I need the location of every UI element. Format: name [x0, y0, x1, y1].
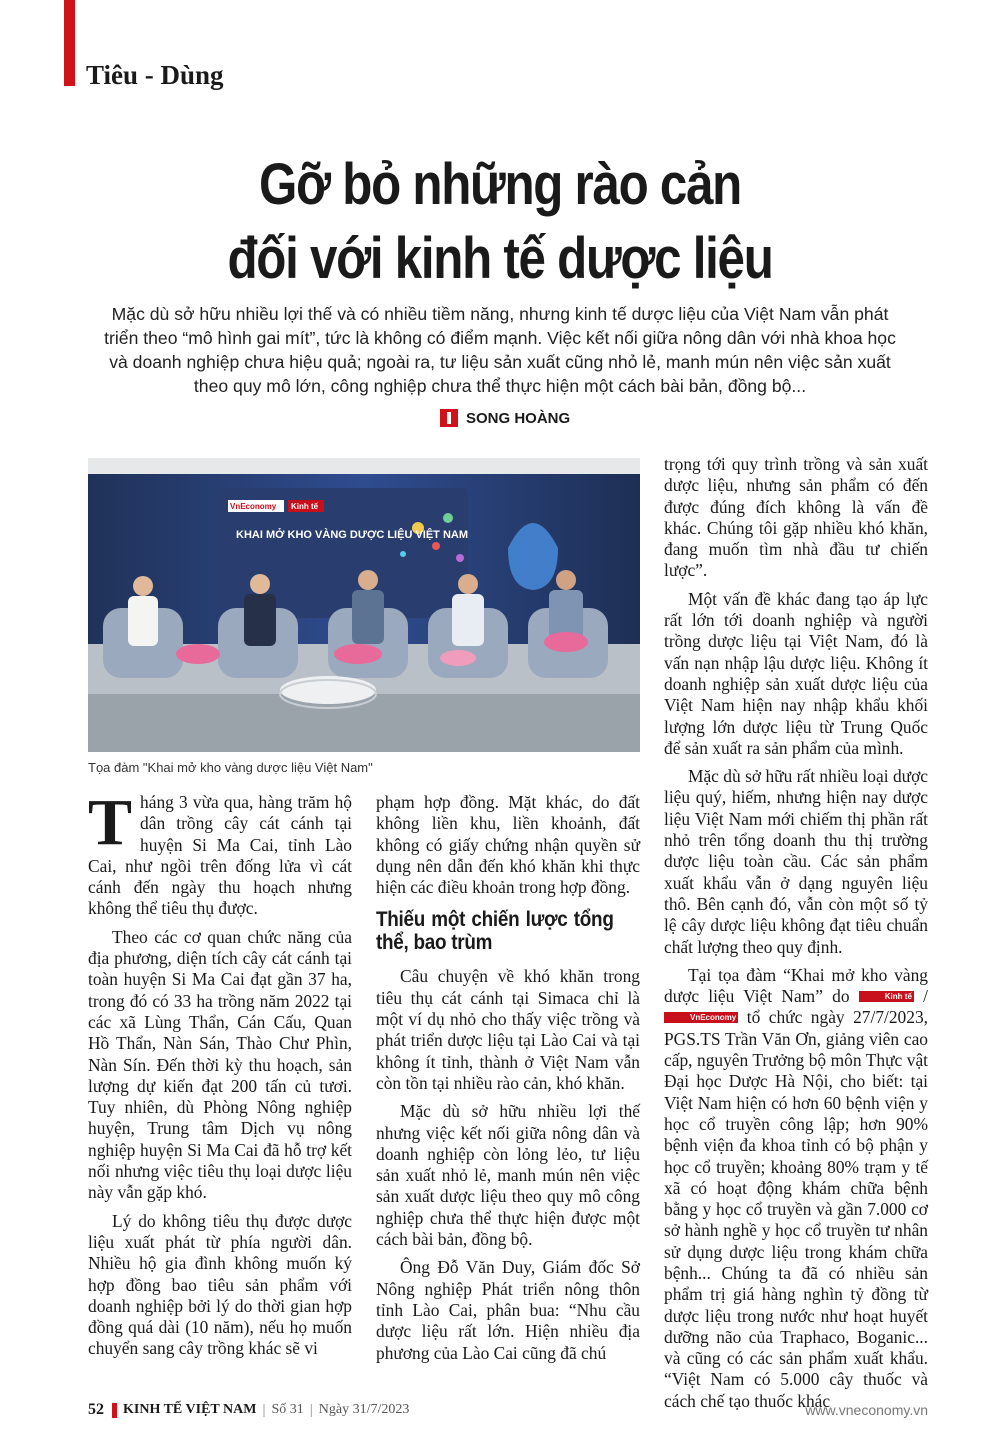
- body-paragraph: Lý do không tiêu thụ được dược liệu xuất phát từ phía người dân. Nhiều hộ gia đình không muốn ký hợp đồng bao tiêu sản phẩm với doanh nghiệp bởi lý do thời gian hợp đồng quá dài (10 năm), nếu họ muốn chuyển sang cây trồng khác sẽ vi: [88, 1210, 352, 1359]
- vneconomy-logo: VnEconomy: [664, 1012, 738, 1023]
- body-paragraph: Câu chuyện về khó khăn trong tiêu thụ cát cánh tại Simaca chỉ là một ví dụ nhỏ cho thấy việc trồng và phát triển dược liệu tại Lào Cai và tại không ít tỉnh, thành ở Việt Nam vẫn còn tồn tại nhiều rào cản, khó khăn.: [376, 966, 640, 1093]
- lead-paragraph: Mặc dù sở hữu nhiều lợi thế và có nhiều tiềm năng, nhưng kinh tế dược liệu của Việt Nam vẫn phát triển theo “mô hình gai mít”, tức là không có điểm mạnh. Việc kết nối giữa nông dân với nhà khoa học và doanh nghiệp chưa hiệu quả; ngoài ra, tư liệu sản xuất cũng nhỏ lẻ, manh mún nên việc sản xuất theo quy mô lớn, công nghiệp chưa thể thực hiện một cách bài bản, đồng bộ...: [104, 304, 896, 396]
- author-name: SONG HOÀNG: [466, 409, 571, 427]
- magazine-name: KINH TẾ VIỆT NAM: [123, 1402, 257, 1417]
- body-column-2: [376, 792, 640, 1371]
- body-paragraph: Theo các cơ quan chức năng của địa phương, diện tích cây cát cánh tại toàn huyện Si Ma Cai đạt gần 37 ha, trong đó có 33 ha trồng năm 2022 tại các xã Lùng Thẩn, Cán Cấu, Quan Hồ Thẩn, Nàn Sán, Thào Chư Phìn, Nàn Sín. Đến thời kỳ thu hoạch, sản lượng dự kiến đạt 200 tấn củ tươi. Tuy nhiên, dù Phòng Nông nghiệp huyện, Trung tâm Dịch vụ nông nghiệp huyện Si Ma Cai đã hỗ trợ kết nối nhưng việc tiêu thụ loại dược liệu này vẫn gặp khó.: [88, 926, 352, 1203]
- article-photo: [88, 458, 640, 752]
- section-marker-bar: [64, 0, 75, 86]
- body-paragraph: Tại tọa đàm “Khai mở kho vàng dược liệu Việt Nam” do Kinh tế / VnEconomy tổ chức ngày 27/7/2023, PGS.TS Trần Văn Ơn, giảng viên cao cấp, nguyên Trưởng bộ môn Thực vật Đại học Dược Hà Nội, cho biết: tại Việt Nam hiện có hơn 60 bệnh viện y học cổ truyền công lập; hơn 90% bệnh viện đa khoa tỉnh có bộ phận y học cổ truyền; khoảng 80% trạm y tế xã có hoạt động khám chữa bệnh bằng y học cổ truyền và gần 7.000 cơ sở hành nghề y học cổ truyền tư nhân sử dụng dược liệu trong khám chữa bệnh... Chúng ta đã có nhiều sản phẩm trị giá hàng nghìn tỷ đồng từ dược liệu trong nước như hoạt huyết dưỡng não của Traphaco, Boganic... và cũng có các sản phẩm xuất khẩu. “Việt Nam có 5.000 cây thuốc và cách chế tạo thuốc khác: [664, 964, 928, 1411]
- issue-date: Ngày 31/7/2023: [318, 1402, 410, 1417]
- headline: [126, 148, 874, 296]
- pen-icon: [440, 409, 458, 427]
- page-footer: 52 KINH TẾ VIỆT NAM | Số 31 | Ngày 31/7/2023 www.vneconomy.vn: [88, 1401, 928, 1418]
- body-paragraph: Ông Đỗ Văn Duy, Giám đốc Sở Nông nghiệp Phát triển nông thôn tỉnh Lào Cai, phân bua: “Nhu cầu dược liệu rất lớn. Hiện nhiều địa phương của Lào Cai cũng đã chú: [376, 1257, 640, 1363]
- page-number: 52: [88, 1401, 104, 1418]
- kinh-te-logo: Kinh tế: [859, 991, 914, 1002]
- subheading: Thiếu một chiến lược tổng thể, bao trùm: [376, 908, 614, 955]
- body-column-3: [664, 454, 928, 1419]
- footer-red-bar: [112, 1403, 117, 1418]
- byline: [440, 409, 570, 427]
- body-paragraph: phạm hợp đồng. Mặt khác, do đất không liền khu, liền khoảnh, đất không có giấy chứng nhận quyền sử dụng nên dẫn đến khó khăn khi thực hiện các điều khoản trong hợp đồng.: [376, 792, 640, 898]
- body-paragraph: Mặc dù sở hữu nhiều lợi thế nhưng việc kết nối giữa nông dân và doanh nghiệp còn lỏng lẻo, tư liệu sản xuất nhỏ lẻ, manh mún nên việc sản xuất dược liệu theo quy mô công nghiệp chưa thể thực hiện được một cách bài bản, đồng bộ.: [376, 1101, 640, 1250]
- section-label: Tiêu - Dùng: [86, 60, 224, 90]
- body-paragraph: Một vấn đề khác đang tạo áp lực rất lớn tới doanh nghiệp và người trồng dược liệu tại Việt Nam, đó là vấn nạn nhập lậu dược liệu. Không ít doanh nghiệp sản xuất dược liệu của Việt Nam hiện nay nhập khẩu khối lượng lớn dược liệu từ Trung Quốc để sản xuất ra sản phẩm của mình.: [664, 588, 928, 758]
- photo-backdrop-title: KHAI MỞ KHO VÀNG DƯỢC LIỆU VIỆT NAM: [236, 529, 469, 541]
- body-paragraph: Mặc dù sở hữu rất nhiều loại dược liệu quý, hiếm, nhưng hiện nay dược liệu Việt Nam mới chiếm thị phần rất nhỏ trên tổng doanh thu thị trường dược liệu toàn cầu. Các sản phẩm xuất khẩu vẫn ở dạng nguyên liệu thô. Bên cạnh đó, vẫn còn một số tỷ lệ cây dược liệu không đạt tiêu chuẩn chất lượng theo quy định.: [664, 766, 928, 957]
- headline-line-2: đối với kinh tế dược liệu: [227, 226, 773, 291]
- photo-caption: Tọa đàm "Khai mở kho vàng dược liệu Việt Nam": [88, 760, 373, 775]
- headline-line-1: Gỡ bỏ những rào cản: [258, 152, 742, 217]
- body-paragraph: Tháng 3 vừa qua, hàng trăm hộ dân trồng cây cát cánh tại huyện Si Ma Cai, tỉnh Lào Cai, như ngồi trên đống lửa vì cát cánh đến ngày thu hoạch nhưng không thể tiêu thụ được.: [88, 786, 352, 919]
- talkshow-photo-illustration: [88, 458, 640, 752]
- body-column-1: [88, 786, 352, 1367]
- photo-brand-1: VnEconomy: [230, 502, 277, 511]
- photo-brand-2: Kinh tế: [291, 502, 319, 511]
- website: www.vneconomy.vn: [805, 1402, 928, 1418]
- drop-cap: T: [88, 786, 133, 859]
- body-paragraph: trọng tới quy trình trồng và sản xuất dược liệu, nhưng sản phẩm có đến được đúng đích không là vấn đề khác. Chúng tôi gặp nhiều khó khăn, đang muốn tìm nhà đầu tư chiến lược”.: [664, 454, 928, 581]
- issue-number: Số 31: [271, 1402, 304, 1417]
